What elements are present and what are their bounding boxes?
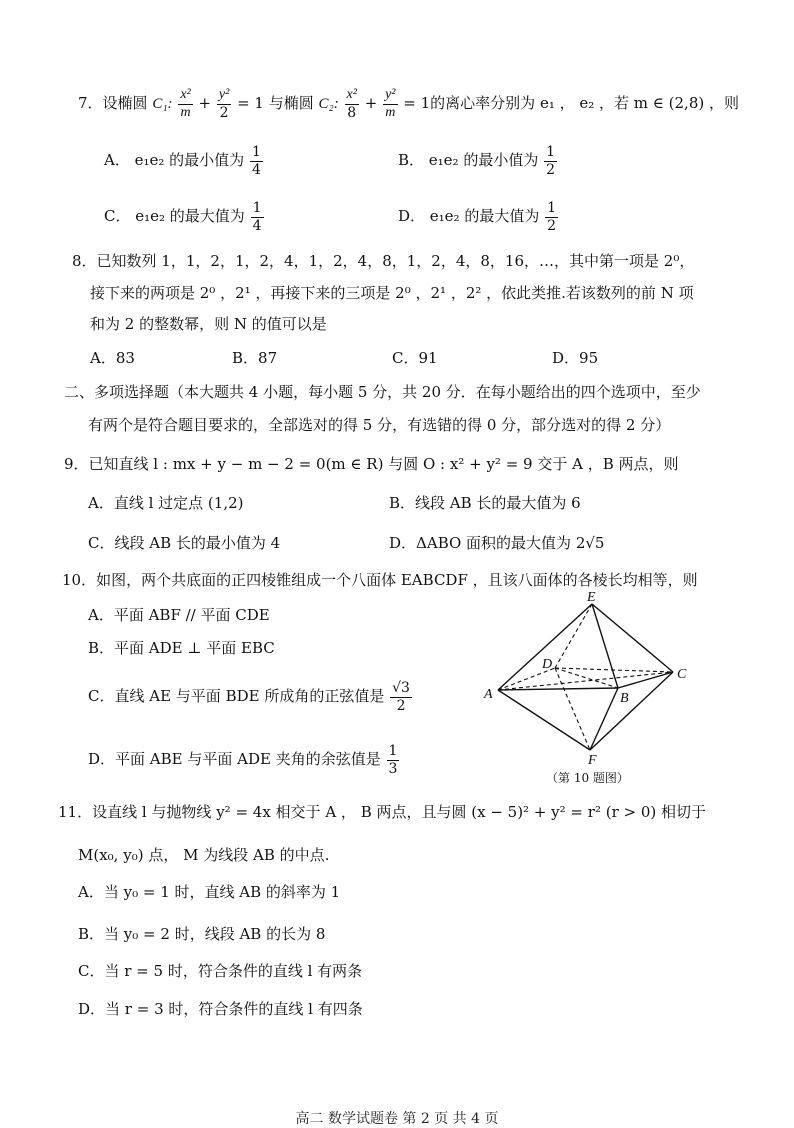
- q7-option-b: [398, 145, 558, 177]
- q10-option-c-text: C．直线 AE 与平面 BDE 所成角的正弦值是: [88, 687, 385, 706]
- page-footer: 高二 数学试题卷 第 2 页 共 4 页: [295, 1111, 499, 1127]
- q11-line2: M(x₀, y₀) 点， M 为线段 AB 的中点.: [78, 846, 330, 864]
- edge-EC: [592, 604, 673, 672]
- q9-option-b: B．线段 AB 长的最大值为 6: [389, 494, 581, 512]
- q7-option-d: [398, 201, 559, 233]
- vertex-label-d: D: [542, 657, 553, 672]
- q7-option-d-frac: $\frac{1}{2}$: [547, 200, 557, 234]
- q10-option-d-frac: $\frac{1}{3}$: [388, 743, 398, 777]
- q7-option-b-frac: $\frac{1}{2}$: [546, 144, 556, 178]
- q7-frac1: $\frac{\text{x²}}{m}$: [180, 87, 191, 120]
- vertex-label-b: B: [620, 691, 629, 706]
- vertex-label-f: F: [588, 753, 597, 768]
- q7-option-c-text: C． e₁e₂ 的最大值为: [104, 207, 245, 226]
- edge-ED: [555, 604, 592, 668]
- q9-option-a: A．直线 l 过定点 (1,2): [88, 494, 244, 512]
- q7-plus2: +: [364, 94, 378, 113]
- edge-DF: [555, 668, 590, 750]
- q8-option-c: C．91: [392, 349, 438, 367]
- q7-option-a-text: A． e₁e₂ 的最小值为: [104, 151, 245, 170]
- q9-option-c: C．线段 AB 长的最小值为 4: [88, 534, 281, 552]
- diag-AC: [498, 672, 673, 690]
- q11-line1: 11．设直线 l 与抛物线 y² = 4x 相交于 A ， B 两点，且与圆 (x − 5)² + y² = r² (r > 0) 相切于: [58, 803, 707, 821]
- q8-option-d: D．95: [552, 349, 599, 367]
- q8-line2: 接下来的两项是 2⁰ ，2¹ ，再接下来的三项是 2⁰ ，2¹ ，2² ，依此类推.若该数列的前 N 项: [90, 284, 694, 302]
- q11-option-c: C．当 r = 5 时，符合条件的直线 l 有两条: [78, 962, 363, 980]
- edge-AF: [498, 690, 590, 750]
- q7-eq1: = 1 与椭圆: [237, 94, 314, 113]
- q7-stem: [78, 88, 739, 120]
- diag-DB: [555, 668, 618, 688]
- edge-EB: [592, 604, 618, 688]
- q10-option-c: [88, 681, 413, 713]
- edge-AB: [498, 688, 618, 690]
- octahedron-diagram: [480, 590, 700, 790]
- q10-option-c-frac: $\frac{√3}{2}$: [392, 680, 410, 714]
- section2-line1: 二、多项选择题（本大题共 4 小题，每小题 5 分，共 20 分．在每小题给出的四个选项中，至少: [64, 383, 701, 401]
- q7-c1: C₁:: [152, 96, 173, 113]
- q9-option-d: D．ΔABO 面积的最大值为 2√5: [389, 534, 605, 552]
- edge-EA: [498, 604, 592, 690]
- q7-option-a-frac: $\frac{1}{4}$: [251, 144, 261, 178]
- q8-line3: 和为 2 的整数幂，则 N 的值可以是: [90, 315, 327, 333]
- q11-option-a: A．当 y₀ = 1 时，直线 AB 的斜率为 1: [78, 883, 341, 901]
- q10-option-d-text: D．平面 ABE 与平面 ADE 夹角的余弦值是: [88, 750, 381, 769]
- q10-option-b: B．平面 ADE ⊥ 平面 EBC: [88, 639, 275, 657]
- q7-option-b-text: B． e₁e₂ 的最小值为: [398, 151, 539, 170]
- q7-frac4: $\frac{\text{y²}}{m}$: [385, 87, 396, 120]
- q7-option-c-frac: $\frac{1}{4}$: [252, 200, 262, 234]
- q10-stem: 10．如图，两个共底面的正四棱锥组成一个八面体 EABCDF ，且该八面体的各棱长均相等，则: [62, 571, 698, 589]
- figure-caption: （第 10 题图）: [546, 771, 629, 785]
- q7-plus1: +: [198, 94, 212, 113]
- q10-option-a: A．平面 ABF // 平面 CDE: [88, 606, 270, 624]
- q7-stem-a: 7．设椭圆: [78, 94, 148, 113]
- q10-option-d: [88, 744, 400, 776]
- octahedron-figure: [480, 590, 700, 790]
- edge-DC: [555, 668, 673, 672]
- q7-option-a: [104, 145, 264, 177]
- q8-line1: 8．已知数列 1，1，2，1，2，4，1，2，4，8，1，2，4，8，16，…，其中第一项是 2⁰，: [72, 252, 695, 270]
- vertex-label-c: C: [677, 667, 687, 682]
- q7-frac3: $\frac{\text{x²}}{8}$: [346, 87, 357, 121]
- edge-BF: [590, 688, 618, 750]
- q7-option-d-text: D． e₁e₂ 的最大值为: [398, 207, 540, 226]
- q7-c2: C₂:: [318, 96, 339, 113]
- vertex-label-e: E: [587, 590, 596, 605]
- q11-option-d: D．当 r = 3 时，符合条件的直线 l 有四条: [78, 1000, 363, 1018]
- q8-option-b: B．87: [232, 349, 278, 367]
- q7-frac2: $\frac{\text{y²}}{2}$: [218, 87, 230, 121]
- q8-option-a: A．83: [90, 349, 135, 367]
- q7-option-c: [104, 201, 265, 233]
- vertex-label-a: A: [484, 687, 493, 702]
- q9-stem: 9．已知直线 l : mx + y − m − 2 = 0(m ∈ R) 与圆 O : x² + y² = 9 交于 A ，B 两点，则: [64, 455, 679, 473]
- section2-line2: 有两个是符合题目要求的，全部选对的得 5 分，有选错的得 0 分，部分选对的得 2 分）: [88, 416, 671, 434]
- q7-eq2: = 1的离心率分别为 e₁ ， e₂ ，若 m ∈ (2,8) ，则: [403, 94, 739, 113]
- q11-option-b: B．当 y₀ = 2 时，线段 AB 的长为 8: [78, 925, 326, 943]
